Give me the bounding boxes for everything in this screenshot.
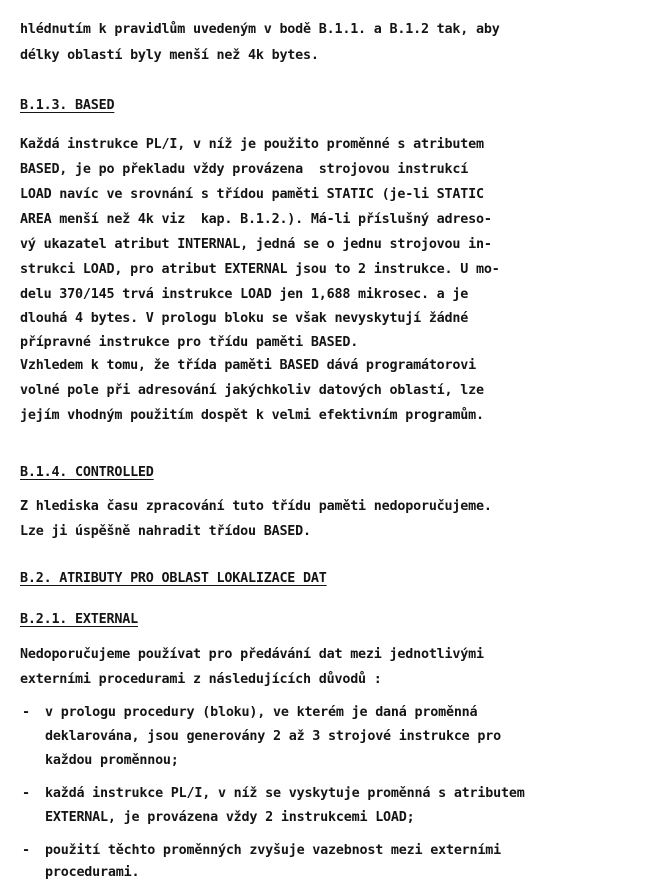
text-line: hlédnutím k pravidlům uvedeným v bodě B.1.1. a B.1.2 tak, aby (20, 22, 500, 37)
section-heading: B.1.3. BASED (20, 98, 115, 113)
text-line: externími procedurami z následujících důvodů : (20, 672, 382, 687)
text-line: dlouhá 4 bytes. V prologu bloku se však nevyskytují žádné (20, 311, 469, 326)
text-line: volné pole při adresování jakýchkoliv datových oblastí, lze (20, 383, 484, 398)
text-line: Nedoporučujeme používat pro předávání dat mezi jednotlivými (20, 647, 484, 662)
text-line: Z hlediska času zpracování tuto třídu paměti nedoporučujeme. (20, 499, 492, 514)
text-line: délky oblastí byly menší než 4k bytes. (20, 48, 319, 63)
text-line: BASED, je po překladu vždy provázena strojovou instrukcí (20, 162, 469, 177)
bullet-line: EXTERNAL, je provázena vždy 2 instrukcemi LOAD; (45, 810, 415, 825)
text-line: vý ukazatel atribut INTERNAL, jedná se o jednu strojovou in- (20, 237, 492, 252)
text-line: AREA menší než 4k viz kap. B.1.2.). Má-li příslušný adreso- (20, 212, 492, 227)
bullet-line: použití těchto proměnných zvyšuje vazebnost mezi externími (45, 843, 501, 858)
bullet-marker: - (22, 843, 30, 858)
text-line: LOAD navíc ve srovnání s třídou paměti STATIC (je-li STATIC (20, 187, 484, 202)
bullet-line: deklarována, jsou generovány 2 až 3 strojové instrukce pro (45, 729, 501, 744)
text-line: delu 370/145 trvá instrukce LOAD jen 1,688 mikrosec. a je (20, 287, 469, 302)
text-line: Vzhledem k tomu, že třída paměti BASED dává programátorovi (20, 358, 476, 373)
bullet-line: procedurami. (45, 865, 140, 880)
bullet-line: v prologu procedury (bloku), ve kterém je daná proměnná (45, 705, 478, 720)
bullet-marker: - (22, 786, 30, 801)
chapter-heading: B.2. ATRIBUTY PRO OBLAST LOKALIZACE DAT (20, 571, 327, 586)
bullet-line: každá instrukce PL/I, v níž se vyskytuje proměnná s atributem (45, 786, 525, 801)
text-line: strukci LOAD, pro atribut EXTERNAL jsou to 2 instrukce. U mo- (20, 262, 500, 277)
text-line: Lze ji úspěšně nahradit třídou BASED. (20, 524, 311, 539)
text-line: Každá instrukce PL/I, v níž je použito proměnné s atributem (20, 137, 484, 152)
section-heading: B.1.4. CONTROLLED (20, 465, 154, 480)
bullet-marker: - (22, 705, 30, 720)
text-line: přípravné instrukce pro třídu paměti BASED. (20, 335, 359, 350)
section-heading: B.2.1. EXTERNAL (20, 612, 138, 627)
bullet-line: každou proměnnou; (45, 753, 179, 768)
text-line: jejím vhodným použitím dospět k velmi efektivním programům. (20, 408, 484, 423)
